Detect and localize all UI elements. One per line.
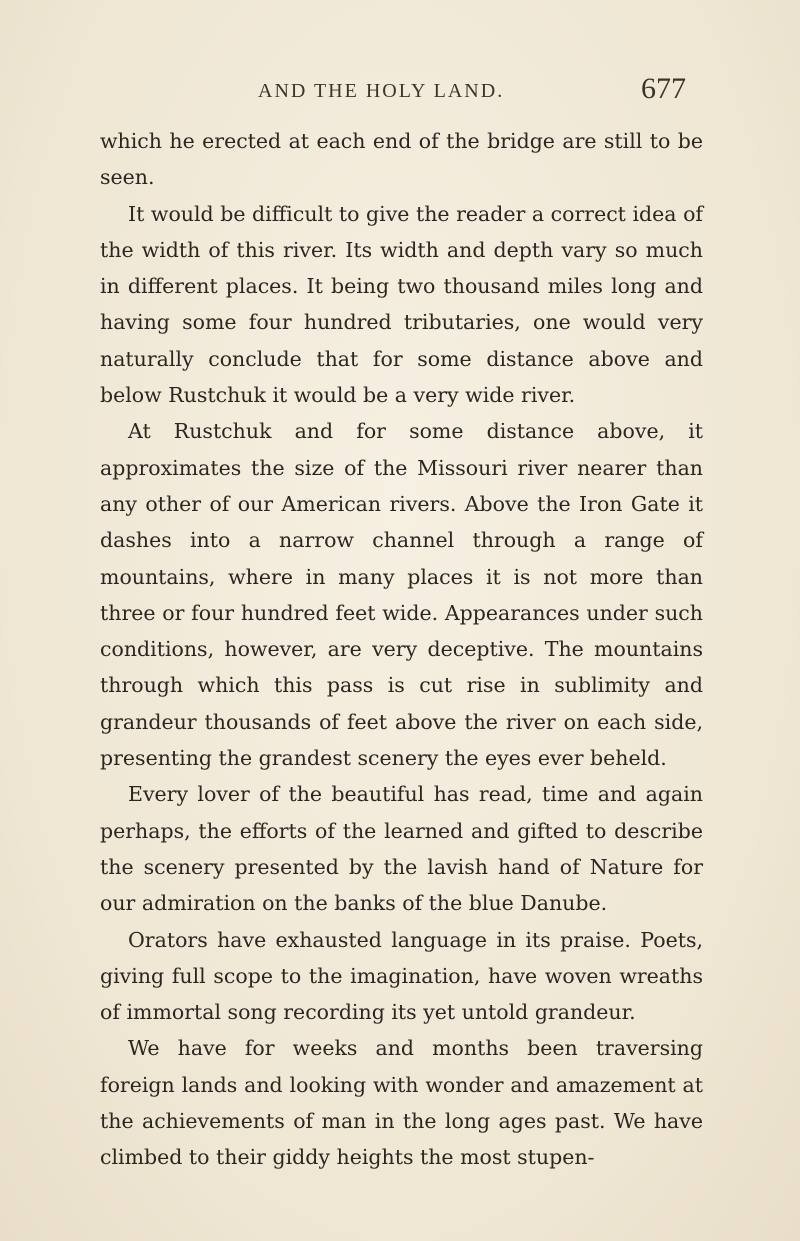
paragraph-rustchuk: At Rustchuk and for some distance above, it approximates the size of the Missouri river nearer than any other of our American rivers. Above the Iron Gate it dashes into a narrow channel through a range of mountains, where in many places it is not more than three or four hundred feet wide. Appearances under such conditions, however, are very deceptive. The mountains through which this pass is cut rise in sublimity and grandeur thousands of feet above the river on each side, presenting the grandest scenery the eyes ever beheld.	[100, 419, 703, 771]
body-text	[100, 123, 703, 1176]
page-number: 677	[641, 72, 686, 105]
paragraph-traversing: We have for weeks and months been traversing foreign lands and looking with wonder and amazement at the achievements of man in the long ages past. We have climbed to their giddy heights the most stupen-	[100, 1036, 703, 1170]
paragraph-width-of-river: It would be difficult to give the reader a correct idea of the width of this river. Its width and depth vary so much in different places. It being two thousand miles long and having some four hundred tributaries, one would very naturally conclude that for some distance above and below Rustchuk it would be a very wide river.	[100, 201, 703, 408]
paragraph-orators: Orators have exhausted language in its praise. Poets, giving full scope to the imagination, have woven wreaths of immortal song recording its yet untold grandeur.	[100, 927, 703, 1025]
paragraph-continuation: which he erected at each end of the bridge are still to be seen.	[100, 129, 703, 190]
paragraph-lover-of-beautiful: Every lover of the beautiful has read, time and again perhaps, the efforts of the learned and gifted to describe the scenery presented by the lavish hand of Nature for our admiration on the banks of the blue Danube.	[100, 782, 703, 916]
running-head: AND THE HOLY LAND.	[258, 80, 505, 102]
